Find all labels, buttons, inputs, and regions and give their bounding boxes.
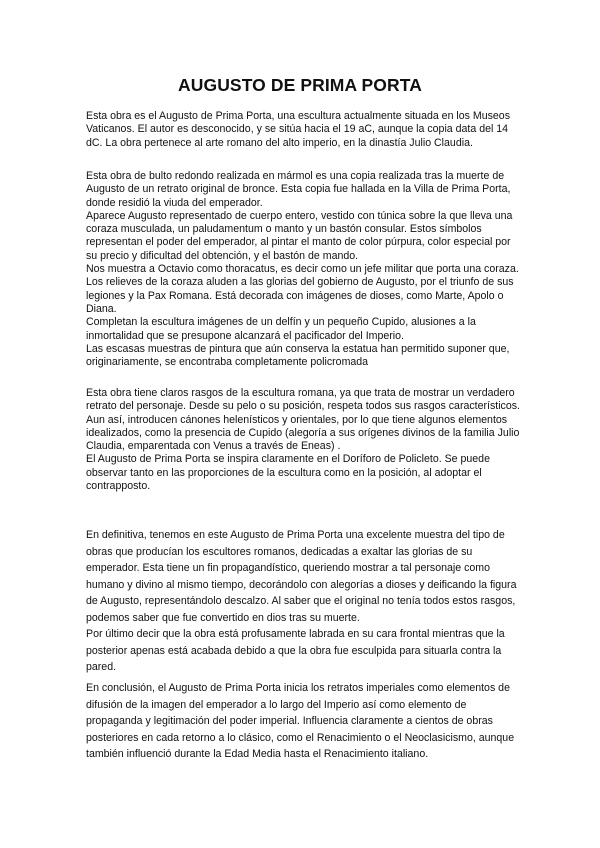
paragraph: Aparece Augusto representado de cuerpo entero, vestido con túnica sobre la que lleva una coraza musculada, un paludamentum o manto y un bastón consular. Estos símbolos representan el poder del emperador, al pintar el manto de color púrpura, color especial por su precio y dificultad del obtención, y el bastón de mando. bbox=[86, 209, 513, 262]
paragraph: Esta obra es el Augusto de Prima Porta, una escultura actualmente situada en los Museos Vaticanos. El autor es desconocido, y se sitúa hacia el 19 aC, aunque la copia data del 14 dC. La obra pertenece al arte romano del alto imperio, en la dinastía Julio Claudia. bbox=[86, 110, 510, 149]
page-title: AUGUSTO DE PRIMA PORTA bbox=[178, 75, 422, 95]
intro-section bbox=[86, 110, 522, 150]
definitiva-section bbox=[86, 527, 522, 626]
paragraph: Nos muestra a Octavio como thoracatus, es decir como un jefe militar que porta una coraza. bbox=[86, 263, 519, 276]
paragraph: En definitiva, tenemos en este Augusto de Prima Porta una excelente muestra del tipo de obras que producían los escultores romanos, dedicadas a exaltar las glorias de su emperador. Esta tiene un fin propagandístico, queriendo mostrar a tal personaje como humano y divino al mismo tiempo, decorándolo con alegorías a dioses y deificando la figura de Augusto, representándolo descalzo. Al saber que el original no tenía todos estos rasgos, podemos saber que fue convertido en dios tras su muerte. bbox=[86, 529, 517, 624]
paragraph: Esta obra tiene claros rasgos de la escultura romana, ya que trata de mostrar un verdadero retrato del personaje. Desde su pelo o su posición, respeta todos sus rasgos característicos. Aun así, introducen cánones helenísticos y orientales, por lo que tiene algunos elementos idealizados, como la presencia de Cupido (alegoría a sus orígenes divinos de la familia Julio Claudia, emparentada con Venus a través de Eneas) . bbox=[86, 387, 520, 453]
style-section bbox=[86, 387, 522, 493]
conclusion-section bbox=[86, 680, 522, 763]
paragraph: El Augusto de Prima Porta se inspira claramente en el Doríforo de Policleto. Se puede observar tanto en las proporciones de la escultura como en la posición, al adoptar el contrapposto. bbox=[86, 453, 490, 493]
paragraph: Esta obra de bulto redondo realizada en mármol es una copia realizada tras la muerte de Augusto de un retrato original de bronce. Esta copia fue hallada en la Villa de Prima Porta, donde residió la viuda del emperador. bbox=[86, 170, 511, 209]
description-section bbox=[86, 170, 522, 369]
paragraph: En conclusión, el Augusto de Prima Porta inicia los retratos imperiales como elementos de difusión de la imagen del emperador a lo largo del Imperio así como elemento de propaganda y legitimación del poder imperial. Influencia claramente a cientos de obras posteriores en cada retorno a lo clásico, como el Renacimiento o el Neoclasicismo, aunque también influenció durante la Edad Media hasta el Renacimiento italiano. bbox=[86, 682, 515, 760]
paragraph: Los relieves de la coraza aluden a las glorias del gobierno de Augusto, por el triunfo de sus legiones y la Pax Romana. Está decorada con imágenes de dioses, como Marte, Apolo o Diana. bbox=[86, 276, 514, 315]
ultimo-section bbox=[86, 626, 522, 676]
paragraph: Por último decir que la obra está profusamente labrada en su cara frontal mientras que la posterior apenas está acabada debido a que la obra fue esculpida para situarla contra la pared. bbox=[86, 628, 505, 673]
paragraph: Completan la escultura imágenes de un delfín y un pequeño Cupido, alusiones a la inmortalidad que se presupone alcanzará el pacificador del Imperio. bbox=[86, 316, 476, 342]
paragraph: Las escasas muestras de pintura que aún conserva la estatua han permitido suponer que, originariamente, se encontraba completamente policromada bbox=[86, 342, 510, 369]
